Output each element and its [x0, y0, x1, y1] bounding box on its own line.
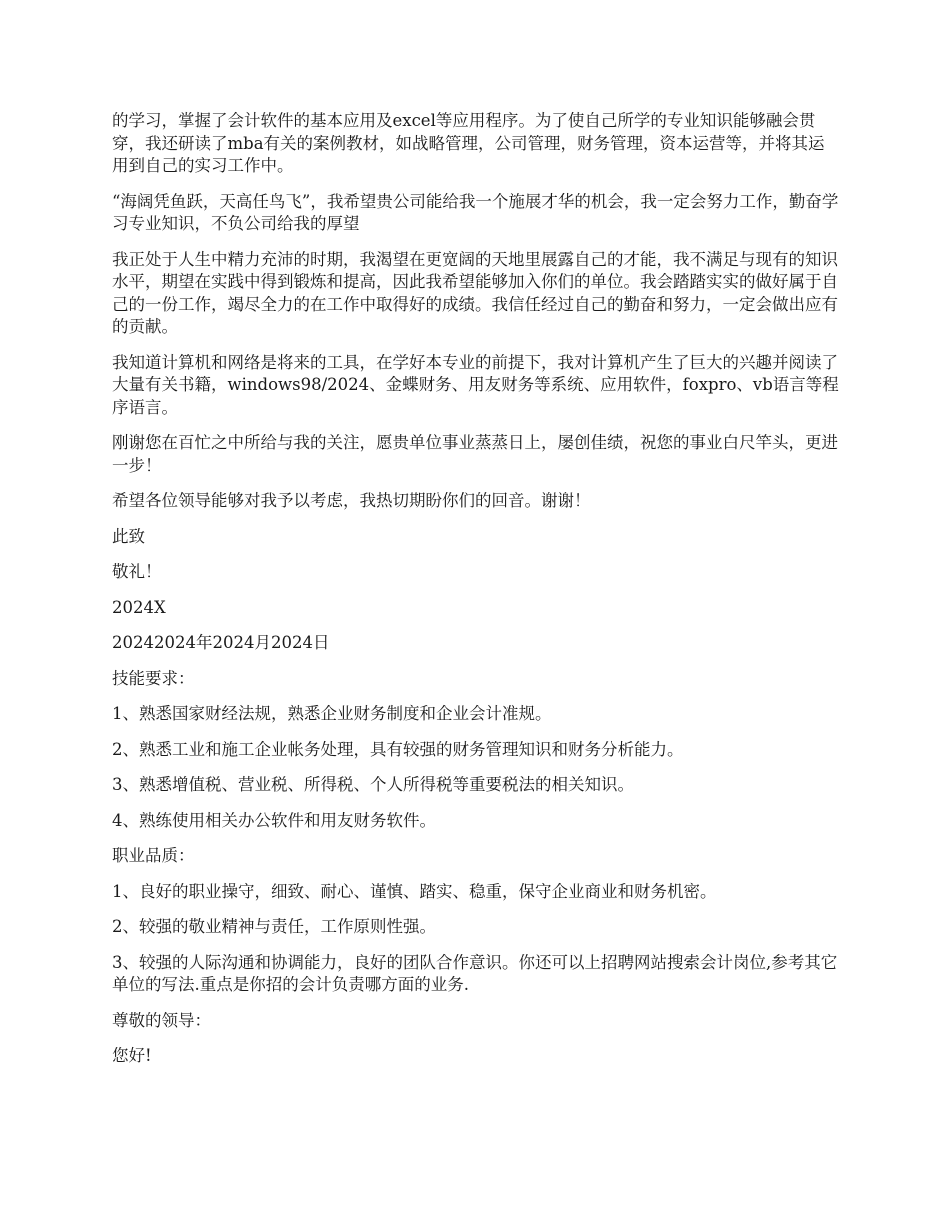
greeting-recipient: 尊敬的领导： [112, 1010, 211, 1030]
quality-item: 1、良好的职业操守，细致、耐心、谨慎、踏实、稳重，保守企业商业和财务机密。 [112, 881, 717, 901]
qualities-heading: 职业品质： [112, 846, 195, 865]
skill-item: 1、熟悉国家财经法规，熟悉企业财务制度和企业会计准规。 [112, 704, 552, 723]
signature-name: 2024X [112, 597, 166, 617]
greeting-hello: 您好! [112, 1046, 152, 1065]
paragraph-hope: 希望各位领导能够对我予以考虑，我热切期盼你们的回音。谢谢！ [112, 491, 591, 510]
skill-item: 4、熟练使用相关办公软件和用友财务软件。 [112, 810, 436, 830]
closing-regards: 敬礼！ [112, 562, 162, 581]
quality-item: 3、较强的人际沟通和协调能力，良好的团队合作意识。你还可以上招聘网站搜索会计岗位,参考其它单位的写法.重点是你招的会计负责哪方面的业务. [112, 952, 838, 994]
skills-heading: 技能要求： [112, 668, 195, 688]
paragraph-study: 的学习，掌握了会计软件的基本应用及excel等应用程序。为了使自己所学的专业知识能够融会贯穿，我还研读了mba有关的案例教材，如战略管理，公司管理，财务管理，资本运营等，并将其运用到自己的实习工作中。 [112, 111, 825, 175]
closing-salutation: 此致 [112, 526, 145, 546]
document-body [112, 110, 840, 1081]
quality-item: 2、较强的敬业精神与责任，工作原则性强。 [112, 917, 436, 936]
paragraph-computer-skills: 我知道计算机和网络是将来的工具，在学好本专业的前提下，我对计算机产生了巨大的兴趣并阅读了大量有关书籍，windows98/2024、金蝶财务、用友财务等系统、应用软件，foxpro、vb语言等程序语言。 [112, 352, 839, 417]
paragraph-thanks: 刚谢您在百忙之中所给与我的关注，愿贵单位事业蒸蒸日上，屡创佳绩，祝您的事业白尺竿头，更进一步！ [112, 433, 838, 475]
skill-item: 3、熟悉增值税、营业税、所得税、个人所得税等重要税法的相关知识。 [112, 775, 634, 794]
paragraph-ambition: 我正处于人生中精力充沛的时期，我渴望在更宽阔的天地里展露自己的才能，我不满足与现有的知识水平，期望在实践中得到锻炼和提高，因此我希望能够加入你们的单位。我会踏踏实实的做好属于自己的一份工作，竭尽全力的在工作中取得好的成绩。我信任经过自己的勤奋和努力，一定会做出应有的贡献。 [112, 249, 838, 336]
skill-item: 2、熟悉工业和施工企业帐务处理，具有较强的财务管理知识和财务分析能力。 [112, 739, 684, 759]
paragraph-quote: “海阔凭鱼跃，天高任鸟飞”，我希望贵公司能给我一个施展才华的机会，我一定会努力工作，勤奋学习专业知识，不负公司给我的厚望 [112, 191, 839, 233]
signature-date: 20242024年2024月2024日 [112, 633, 330, 652]
